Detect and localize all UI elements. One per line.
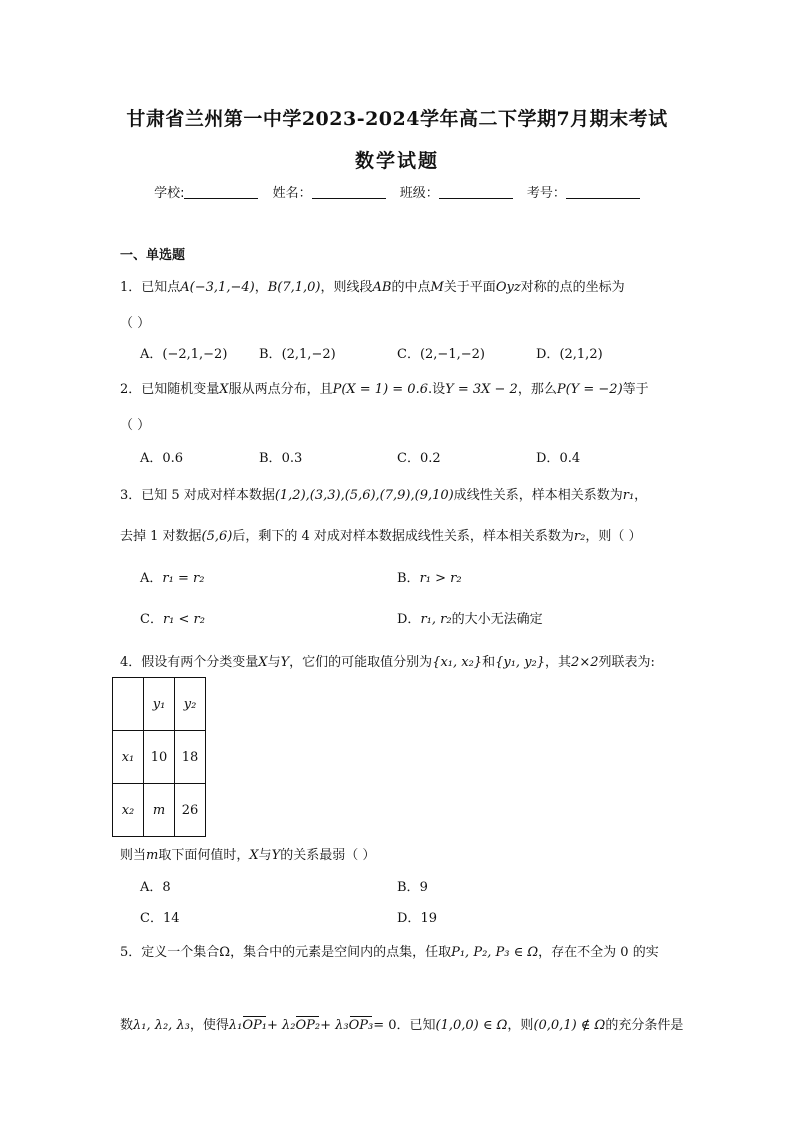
- table-cell: [144, 784, 175, 837]
- option-value: 0.6: [162, 451, 184, 466]
- question-5: [120, 941, 659, 960]
- q2-text: .设: [427, 382, 446, 397]
- q2-text: ，那么: [517, 382, 557, 397]
- q1-plane: Oyz: [495, 280, 521, 295]
- header-y1: y₁: [152, 696, 166, 712]
- q4-text: ，它们的可能取值分别为: [289, 655, 433, 670]
- q4-text: 假设有两个分类变量: [141, 655, 259, 670]
- q3-option-b: [397, 567, 462, 586]
- question-2: [120, 378, 649, 397]
- header-y2: y₂: [183, 696, 197, 712]
- option-value: (2,−1,−2): [419, 347, 485, 362]
- q2-variable-x: X: [219, 382, 229, 397]
- option-value: (2,1,−2): [281, 347, 336, 362]
- option-key: A．: [140, 880, 163, 895]
- class-label: 班级：: [399, 186, 439, 201]
- q3-text: 去掉 1 对数据: [120, 529, 202, 544]
- name-label: 姓名：: [272, 186, 312, 201]
- q2-text: 服从两点分布，且: [228, 382, 333, 397]
- q3-text: 成线性关系，样本相关系数为: [453, 488, 623, 503]
- q4-text: ，其: [545, 655, 572, 670]
- q4-variable-y: Y: [271, 848, 281, 863]
- exam-number-label: 考号：: [526, 186, 566, 201]
- q3-r2: r₂: [573, 529, 586, 544]
- q5-text: ，使得: [189, 1018, 229, 1033]
- q3-text: ，则（ ）: [585, 529, 642, 544]
- q4-option-a: [140, 876, 171, 895]
- q5-number: 5．: [120, 945, 142, 960]
- option-value-tail: 的大小无法确定: [451, 612, 543, 627]
- class-blank: [439, 186, 513, 199]
- option-key: B．: [259, 347, 282, 362]
- row-x1: x₁: [121, 749, 135, 765]
- q5-text: ，则: [507, 1018, 534, 1033]
- q1-text: 已知点: [141, 280, 181, 295]
- q1-option-d: [536, 343, 603, 362]
- question-4-line-2: [120, 844, 375, 863]
- q2-option-b: [259, 447, 302, 466]
- q4-text: 和: [482, 655, 496, 670]
- table-row: [113, 784, 206, 837]
- q3-data-pairs: (1,2),(3,3),(5,6),(7,9),(9,10): [274, 488, 454, 503]
- table-row-header: [113, 731, 144, 784]
- q1-text: 的中点: [391, 280, 431, 295]
- q5-vector-op2: OP₂: [295, 1018, 321, 1033]
- q4-dimension: 2×2: [571, 655, 599, 670]
- q5-point-in: (1,0,0) ∈ Ω: [435, 1018, 508, 1033]
- option-value: 19: [420, 911, 437, 926]
- option-key: A．: [140, 571, 163, 586]
- q2-variable-y: Y = 3X − 2: [445, 382, 518, 397]
- option-key: A．: [140, 347, 163, 362]
- q4-text: 列联表为:: [598, 655, 655, 670]
- q5-text: ，存在不全为 0 的实: [538, 945, 659, 960]
- question-1: [120, 276, 625, 295]
- q5-point-not-in: (0,0,1) ∉ Ω: [533, 1018, 606, 1033]
- option-key: B．: [397, 571, 420, 586]
- q5-lambda3: + λ₃: [320, 1018, 349, 1033]
- q5-vector-op3: OP₃: [348, 1018, 374, 1033]
- q4-text: 取下面何值时，: [158, 848, 250, 863]
- q3-text: ，: [634, 488, 648, 503]
- question-3: [120, 484, 647, 503]
- q4-number: 4．: [120, 655, 142, 670]
- option-value: (2,1,2): [559, 347, 603, 362]
- option-value: r₁, r₂: [420, 612, 452, 627]
- q2-option-d: [536, 447, 580, 466]
- table-header-cell: [175, 678, 206, 731]
- q5-text: 数: [120, 1018, 134, 1033]
- q5-text: ，集合中的元素是空间内的点集，任取: [230, 945, 452, 960]
- option-key: B．: [397, 880, 420, 895]
- q4-text: 与: [258, 848, 272, 863]
- question-5-line-2: [120, 1014, 683, 1033]
- table-header-row: [113, 678, 206, 731]
- q1-number: 1．: [120, 280, 142, 295]
- option-key: D．: [397, 911, 421, 926]
- q2-answer-paren: （ ）: [120, 418, 151, 433]
- option-value: 0.2: [419, 451, 441, 466]
- exam-title: 甘肃省兰州第一中学2023-2024学年高二下学期7月期末考试: [126, 108, 668, 130]
- option-key: B．: [259, 451, 282, 466]
- option-key: A．: [140, 451, 163, 466]
- name-blank: [312, 186, 386, 199]
- option-key: D．: [536, 347, 560, 362]
- q3-text: 后，剩下的 4 对成对样本数据成线性关系，样本相关系数为: [232, 529, 574, 544]
- school-blank: [184, 186, 258, 199]
- q1-text: 对称的点的坐标为: [520, 280, 625, 295]
- table-row-header: [113, 784, 144, 837]
- option-key: C．: [140, 911, 163, 926]
- q3-removed-pair: (5,6): [201, 529, 233, 544]
- q2-probability: P(X = 1) = 0.6: [332, 382, 428, 397]
- q3-number: 3．: [120, 488, 142, 503]
- q5-zero-vector: = 0: [373, 1018, 397, 1033]
- table-corner-cell: [113, 678, 144, 731]
- q1-option-a: [140, 343, 227, 362]
- q3-option-d: [397, 608, 543, 627]
- option-value: 8: [162, 880, 171, 895]
- option-key: C．: [397, 347, 420, 362]
- table-header-cell: [144, 678, 175, 731]
- q3-option-a: [140, 567, 204, 586]
- q1-option-b: [259, 343, 336, 362]
- q2-option-a: [140, 447, 183, 466]
- table-cell: 10: [144, 731, 175, 784]
- q4-variable-y: Y: [280, 655, 290, 670]
- option-key: C．: [140, 612, 163, 627]
- q5-vector-op1: OP₁: [242, 1018, 267, 1033]
- q3-option-c: [140, 608, 205, 627]
- q4-variable-x: X: [258, 655, 268, 670]
- school-label: 学校:: [154, 186, 185, 201]
- q2-target: P(Y = −2): [556, 382, 623, 397]
- q2-number: 2．: [120, 382, 142, 397]
- q1-sep: ，: [254, 280, 268, 295]
- q4-m: m: [146, 848, 159, 863]
- q5-text: 的充分条件是: [605, 1018, 684, 1033]
- q5-text: 定义一个集合: [141, 945, 220, 960]
- q1-point-b: B(7,1,0): [267, 280, 321, 295]
- question-3-line-2: [120, 525, 642, 544]
- q4-text: 与: [267, 655, 281, 670]
- exam-number-blank: [566, 186, 640, 199]
- student-info-row: [0, 182, 794, 201]
- q5-lambda2: + λ₂: [267, 1018, 296, 1033]
- q3-r1: r₁: [622, 488, 635, 503]
- row-x2: x₂: [121, 802, 135, 818]
- q2-option-c: [397, 447, 441, 466]
- q4-text: 则当: [120, 848, 147, 863]
- option-value: (−2,1,−2): [162, 347, 228, 362]
- q5-omega: Ω: [219, 945, 231, 960]
- q4-option-b: [397, 876, 428, 895]
- option-value: 9: [419, 880, 428, 895]
- q2-text: 等于: [622, 382, 649, 397]
- table-row: [113, 731, 206, 784]
- q4-option-d: [397, 907, 437, 926]
- q5-lambda1: λ₁: [228, 1018, 243, 1033]
- option-value: 0.4: [559, 451, 581, 466]
- section-heading: 一、单选题: [120, 248, 186, 263]
- option-key: D．: [397, 612, 421, 627]
- option-value: r₁ > r₂: [419, 571, 462, 586]
- q1-option-c: [397, 343, 485, 362]
- cell-m: m: [152, 802, 166, 818]
- option-value: 14: [162, 911, 180, 926]
- q5-lambdas: λ₁, λ₂, λ₃: [133, 1018, 190, 1033]
- q4-set-y: {y₁, y₂}: [495, 655, 546, 670]
- q4-set-x: {x₁, x₂}: [432, 655, 483, 670]
- q4-option-c: [140, 907, 180, 926]
- exam-subtitle: 数学试题: [354, 150, 439, 172]
- option-value: 0.3: [281, 451, 303, 466]
- q1-midpoint: M: [430, 280, 444, 295]
- q1-answer-paren: （ ）: [120, 316, 151, 331]
- option-key: D．: [536, 451, 560, 466]
- q4-text: 的关系最弱（ ）: [280, 848, 376, 863]
- q1-text: ，则线段: [320, 280, 373, 295]
- q1-point-a: A(−3,1,−4): [180, 280, 255, 295]
- q1-text: 关于平面: [443, 280, 496, 295]
- option-value: r₁ = r₂: [162, 571, 205, 586]
- option-key: C．: [397, 451, 420, 466]
- q5-points: P₁, P₂, P₃ ∈ Ω: [451, 945, 539, 960]
- q4-variable-x: X: [249, 848, 259, 863]
- q1-segment: AB: [372, 280, 392, 295]
- contingency-table: [112, 677, 206, 837]
- q3-text: 已知 5 对成对样本数据: [141, 488, 275, 503]
- q5-text: ．已知: [396, 1018, 436, 1033]
- option-value: r₁ < r₂: [162, 612, 205, 627]
- table-cell: 26: [175, 784, 206, 837]
- question-4: [120, 651, 655, 670]
- q2-text: 已知随机变量: [141, 382, 220, 397]
- table-cell: 18: [175, 731, 206, 784]
